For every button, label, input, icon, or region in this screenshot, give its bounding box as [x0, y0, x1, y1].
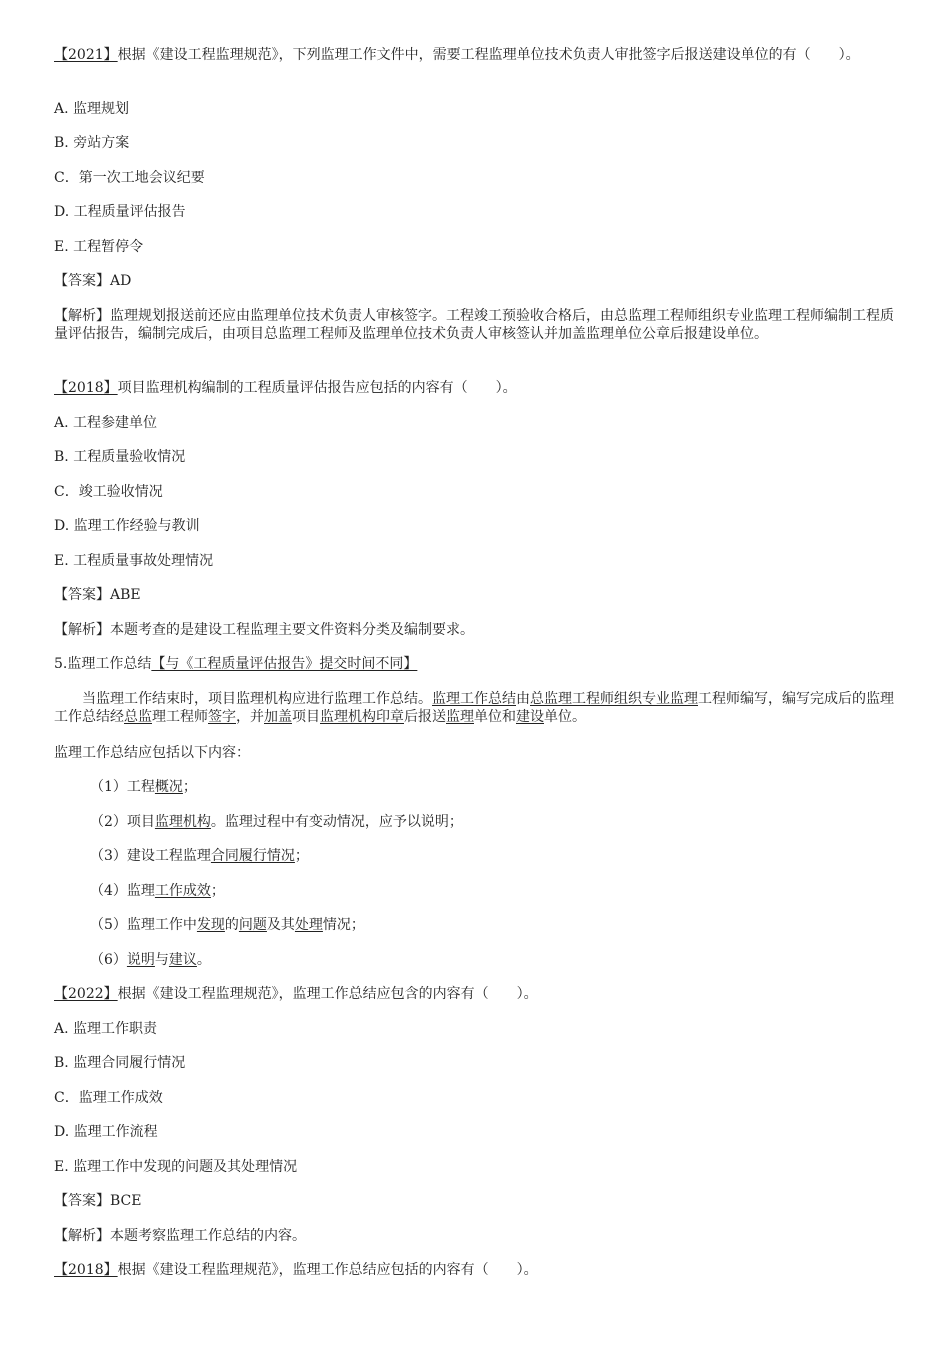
- q1-option-b: B. 旁站方案: [54, 135, 130, 151]
- para-underline: 监理: [446, 709, 474, 725]
- q2-stem-line: [54, 379, 517, 397]
- item-text: （3）建设工程监理: [90, 848, 211, 864]
- item-text: 情况；: [322, 917, 365, 933]
- q1-option-c: C．第一次工地会议纪要: [54, 170, 205, 186]
- section-title: 5.监理工作总结: [54, 656, 152, 672]
- item-underline: 处理: [294, 917, 323, 933]
- para-text: 工程师编写，编写完成后的监理工作总结经: [54, 691, 894, 725]
- para-underline: 总监理工程师: [530, 691, 614, 707]
- item-underline: 概况: [154, 779, 183, 795]
- item-text: 。: [196, 952, 211, 968]
- item-text: ；: [182, 779, 197, 795]
- q1-option-a: A. 监理规划: [54, 101, 130, 117]
- q2-analysis: 【解析】本题考查的是建设工程监理主要文件资料分类及编制要求。: [54, 622, 474, 638]
- para-underline: 建设: [516, 709, 544, 725]
- item-underline: 发现: [196, 917, 225, 933]
- item-text: 。监理过程中有变动情况，应予以说明；: [210, 814, 463, 830]
- q3-answer: 【答案】BCE: [54, 1193, 142, 1209]
- list-item: [90, 813, 463, 831]
- q2-option-c: C．竣工验收情况: [54, 484, 163, 500]
- item-text: （5）监理工作中: [90, 917, 197, 933]
- q3-stem: 根据《建设工程监理规范》，监理工作总结应包含的内容有（ ）。: [117, 986, 538, 1002]
- para-text: 项目: [292, 709, 320, 725]
- list-item: [90, 778, 197, 796]
- q4-stem: 根据《建设工程监理规范》，监理工作总结应包括的内容有（ ）。: [117, 1262, 538, 1278]
- para-text: 理工程师: [152, 709, 208, 725]
- item-text: 与: [154, 952, 169, 968]
- q3-analysis: 【解析】本题考察监理工作总结的内容。: [54, 1228, 306, 1244]
- q3-option-c: C．监理工作成效: [54, 1090, 163, 1106]
- q4-stem-line: [54, 1261, 538, 1279]
- q2-stem: 项目监理机构编制的工程质量评估报告应包括的内容有（ ）。: [117, 380, 517, 396]
- q3-option-a: A. 监理工作职责: [54, 1021, 158, 1037]
- list-item: [90, 847, 309, 865]
- item-underline: 问题: [238, 917, 267, 933]
- q2-option-a: A. 工程参建单位: [54, 415, 158, 431]
- para-underline: 监理工作总结: [432, 691, 516, 707]
- item-underline: 监理机构: [154, 814, 211, 830]
- q3-option-b: B. 监理合同履行情况: [54, 1055, 186, 1071]
- q1-option-e: E. 工程暂停令: [54, 239, 144, 255]
- list-item: [90, 951, 211, 969]
- item-text: ；: [294, 848, 309, 864]
- q1-stem: 根据《建设工程监理规范》，下列监理工作文件中，需要工程监理单位技术负责人审批签字后报送建设单位的有（ ）。: [117, 47, 860, 63]
- list-item: [90, 882, 225, 900]
- q3-option-d: D. 监理工作流程: [54, 1124, 158, 1140]
- q1-option-d: D. 工程质量评估报告: [54, 204, 186, 220]
- q4-year-tag: 【2018】: [54, 1262, 118, 1278]
- q2-option-b: B. 工程质量验收情况: [54, 449, 186, 465]
- item-text: （4）监理: [90, 883, 155, 899]
- q3-stem-line: [54, 985, 538, 1003]
- item-underline: 合同履行情况: [210, 848, 295, 864]
- para-text: 单位和: [474, 709, 516, 725]
- para-underline: 加盖: [264, 709, 292, 725]
- item-text: 的: [224, 917, 239, 933]
- para-underline: 总监: [124, 709, 152, 725]
- item-underline: 说明: [126, 952, 155, 968]
- q2-option-e: E. 工程质量事故处理情况: [54, 553, 214, 569]
- item-underline: 工作成效: [154, 883, 211, 899]
- item-underline: 建议: [168, 952, 197, 968]
- q1-analysis: 【解析】监理规划报送前还应由监理单位技术负责人审核签字。工程竣工预验收合格后，由总监理工程师组织专业监理工程师编制工程质量评估报告，编制完成后，由项目总监理工程师及监理单位技术负责人审核签认并加盖监理单位公章后报建设单位。: [54, 308, 894, 342]
- para-underline: 组织专业监理: [614, 691, 698, 707]
- item-text: （1）工程: [90, 779, 155, 795]
- q1-year-tag: 【2021】: [54, 47, 118, 63]
- para-text: 由: [516, 691, 530, 707]
- para-underline: 监理机构印章: [320, 709, 404, 725]
- q1-answer: 【答案】AD: [54, 273, 132, 289]
- para-text: 单位。: [544, 709, 586, 725]
- item-text: （2）项目: [90, 814, 155, 830]
- q3-year-tag: 【2022】: [54, 986, 118, 1002]
- section-note: 【与《工程质量评估报告》提交时间不同】: [151, 656, 418, 672]
- para-underline: 签字: [208, 709, 236, 725]
- section-intro: 监理工作总结应包括以下内容：: [54, 745, 250, 761]
- q1-stem-line: [54, 46, 899, 64]
- item-text: ；: [210, 883, 225, 899]
- q2-answer: 【答案】ABE: [54, 587, 141, 603]
- q2-option-d: D. 监理工作经验与教训: [54, 518, 200, 534]
- item-text: （6）: [90, 952, 127, 968]
- para-text: 当监理工作结束时，项目监理机构应进行监理工作总结。: [82, 691, 432, 707]
- item-text: 及其: [266, 917, 295, 933]
- para-text: ，并: [236, 709, 264, 725]
- section-paragraph: [54, 690, 899, 726]
- list-item: [90, 916, 365, 934]
- section-heading: [54, 655, 417, 673]
- q2-year-tag: 【2018】: [54, 380, 118, 396]
- para-text: 后报送: [404, 709, 446, 725]
- q3-option-e: E. 监理工作中发现的问题及其处理情况: [54, 1159, 298, 1175]
